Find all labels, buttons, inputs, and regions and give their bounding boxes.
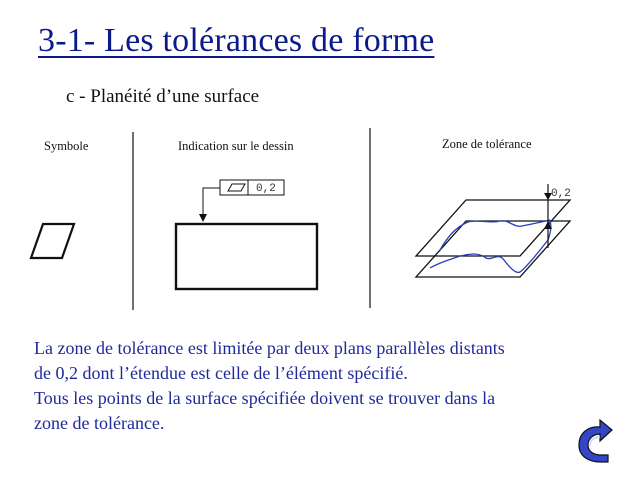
feature-control-frame xyxy=(220,180,284,195)
real-surface-upper xyxy=(440,220,550,250)
frame-tolerance-value: 0,2 xyxy=(256,183,276,195)
return-arrow-icon[interactable] xyxy=(579,420,612,462)
section-subtitle: c - Planéité d’une surface xyxy=(66,86,260,107)
description-line: La zone de tolérance est limitée par deux plans parallèles distants xyxy=(34,338,505,358)
zone-tolerance-value: 0,2 xyxy=(551,188,571,200)
column-header-indication: Indication sur le dessin xyxy=(178,139,294,153)
flatness-frame-icon xyxy=(228,184,245,191)
description-line: de 0,2 dont l’étendue est celle de l’élément spécifié. xyxy=(34,363,408,383)
leader-arrow xyxy=(203,188,220,221)
parallelogram-icon xyxy=(31,224,74,258)
tolerance-zone-diagram xyxy=(416,184,571,277)
description-line: zone de tolérance. xyxy=(34,413,165,433)
column-header-symbole: Symbole xyxy=(44,139,89,153)
column-header-zone: Zone de tolérance xyxy=(442,137,532,151)
description-line: Tous les points de la surface spécifiée doivent se trouver dans la xyxy=(34,388,496,408)
part-outline xyxy=(176,224,317,289)
page-title: 3-1- Les tolérances de forme xyxy=(38,22,435,59)
